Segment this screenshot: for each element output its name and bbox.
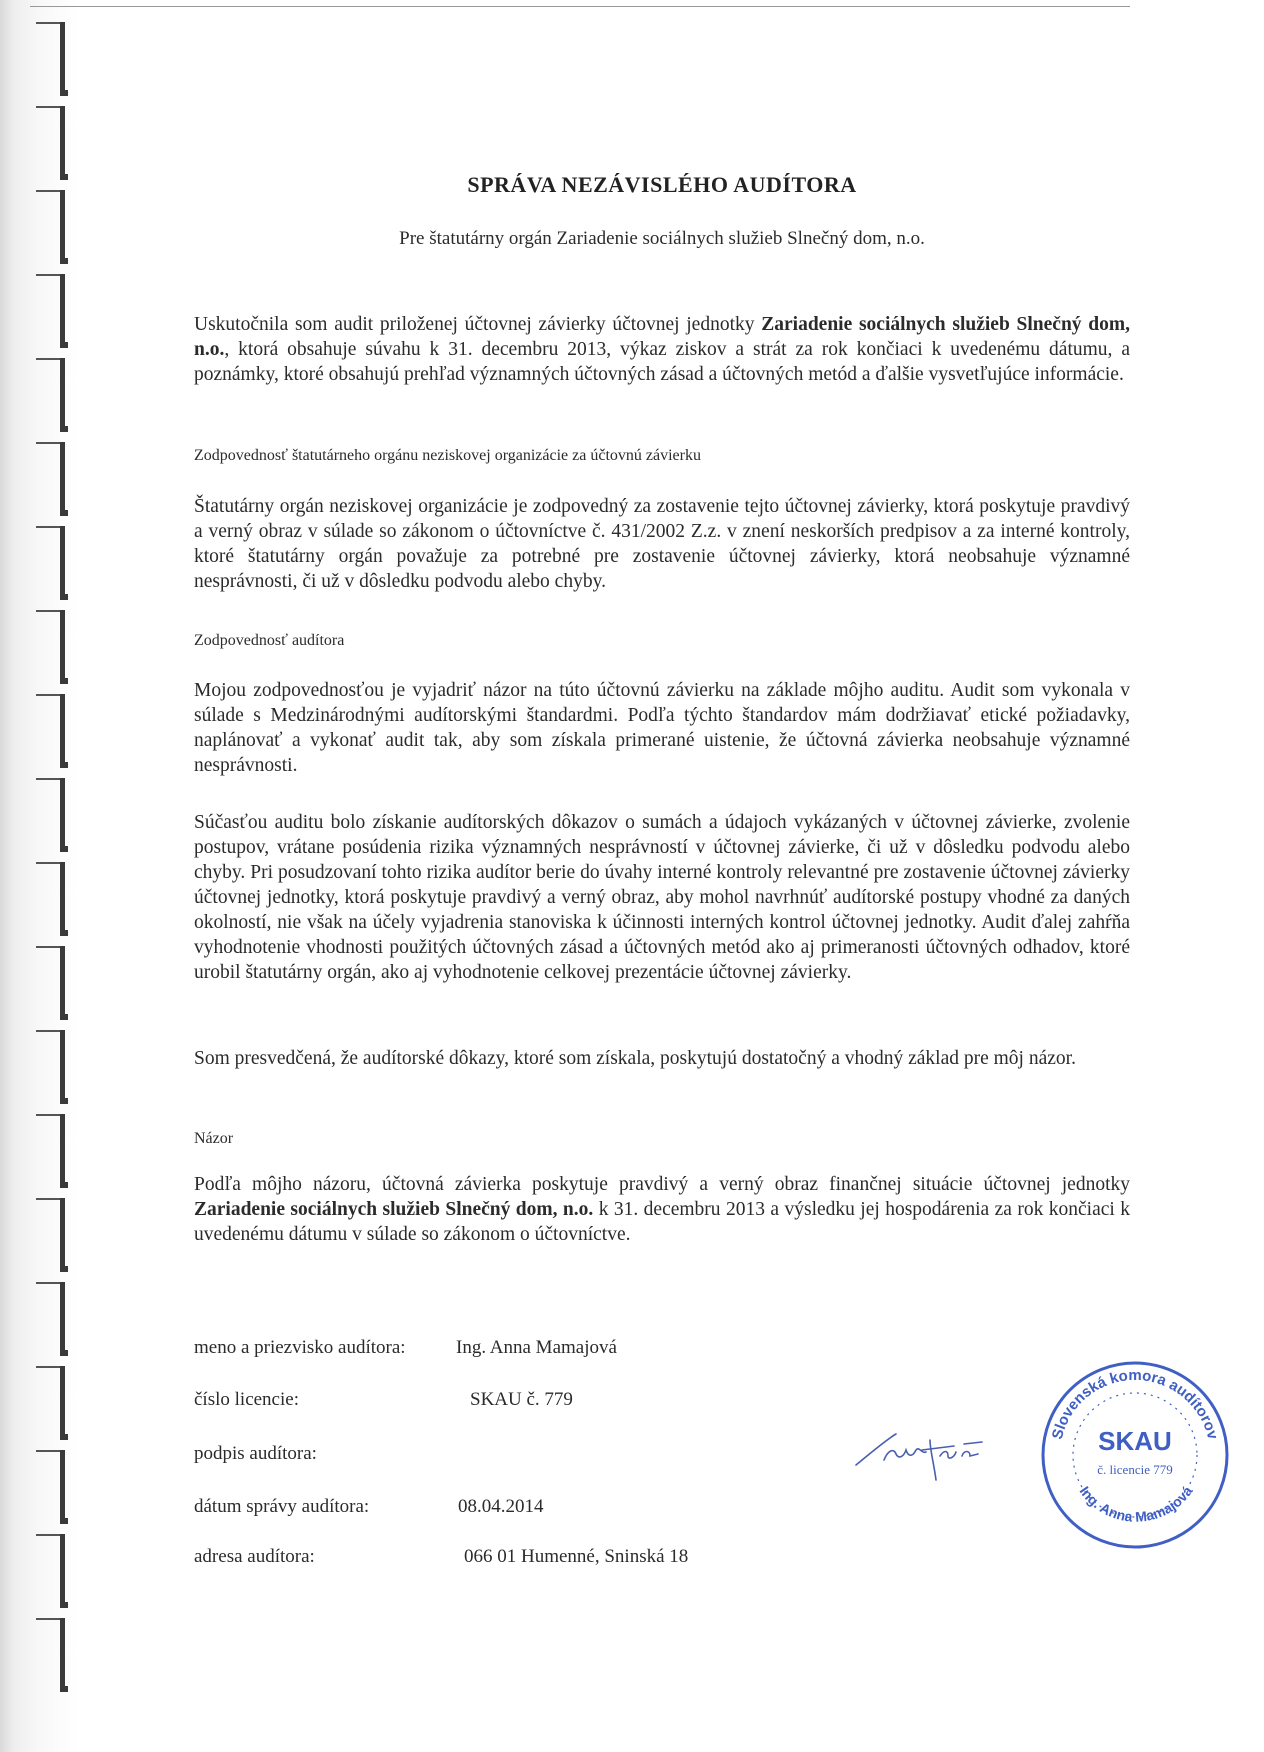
binding-ring: [30, 442, 70, 516]
intro-text-end: , ktorá obsahuje súvahu k 31. decembru 2013, výkaz ziskov a strát za rok končiaci k uvedenému dátumu, a poznámky, ktoré obsahujú prehľad významných účtovných zásad a účtovných metód a ďalšie vysvetľujúce informácie.: [194, 339, 1130, 385]
handwritten-signature: [844, 1420, 1024, 1490]
auditor-responsibility-heading: Zodpovednosť audítora: [194, 632, 345, 649]
binding-ring: [30, 106, 70, 180]
intro-paragraph: [194, 312, 1130, 387]
official-stamp: [1030, 1350, 1240, 1560]
binding-ring: [30, 1618, 70, 1692]
binding-ring: [30, 22, 70, 96]
binding-ring: [30, 1534, 70, 1608]
opinion-heading: Názor: [194, 1130, 234, 1147]
opinion-entity-name: Zariadenie sociálnych služieb Slnečný dom, n.o.: [194, 1199, 594, 1220]
binding-ring: [30, 526, 70, 600]
intro-entity-name: Zariadenie sociálnych služieb Slnečný dom, n.o.: [194, 314, 1130, 360]
binding-ring: [30, 1450, 70, 1524]
binding-ring: [30, 946, 70, 1020]
address-label: adresa audítora:: [194, 1546, 315, 1567]
auditor-name-value: Ing. Anna Mamajová: [456, 1337, 617, 1358]
opinion-paragraph: [194, 1172, 1130, 1247]
license-value: SKAU č. 779: [470, 1389, 573, 1410]
binding-ring: [30, 694, 70, 768]
intro-text-start: Uskutočnila som audit priloženej účtovnej závierky účtovnej jednotky: [194, 314, 762, 335]
stamp-center-license: č. licencie 779: [1097, 1462, 1173, 1477]
signature-stroke: [856, 1434, 982, 1480]
binding-ring: [30, 358, 70, 432]
auditor-responsibility-paragraph-1: Mojou zodpovednosťou je vyjadriť názor na túto účtovnú závierku na základe môjho auditu. Audit som vykonala v súlade s Medzinárodnými audítorskými štandardmi. Podľa týchto štandardov mám dodržiavať etické požiadavky, naplánovať a vykonať audit tak, aby som získala primerané uistenie, že účtovná závierka neobsahuje významné nesprávnosti.: [194, 680, 1130, 776]
binding-ring: [30, 1198, 70, 1272]
binding-ring: [30, 1366, 70, 1440]
scan-edge-line: [30, 6, 1130, 7]
binding-ring: [30, 1114, 70, 1188]
stamp-name-arc: Ing. Anna Mamajová: [1076, 1483, 1196, 1525]
binding-ring: [30, 1030, 70, 1104]
signature-label: podpis audítora:: [194, 1443, 317, 1464]
board-responsibility-heading: Zodpovednosť štatutárneho orgánu neziskovej organizácie za účtovnú závierku: [194, 447, 701, 464]
document-subtitle: Pre štatutárny orgán Zariadenie sociálnych služieb Slnečný dom, n.o.: [399, 228, 925, 249]
opinion-text-start: Podľa môjho názoru, účtovná závierka poskytuje pravdivý a verný obraz finančnej situácie účtovnej jednotky: [194, 1174, 1130, 1195]
binding-ring: [30, 1282, 70, 1356]
stamp-ring-text: Slovenská komora audítorov: [1048, 1366, 1222, 1442]
opinion-text-end: k 31. decembru 2013 a výsledku jej hospodárenia za rok končiaci k uvedenému dátumu v súlade so zákonom o účtovníctve.: [194, 1199, 1130, 1245]
board-responsibility-paragraph: Štatutárny orgán neziskovej organizácie je zodpovedný za zostavenie tejto účtovnej závierky, ktorá poskytuje pravdivý a verný obraz v súlade so zákonom o účtovníctve č. 431/2002 Z.z. v znení neskorších predpisov a za interné kontroly, ktoré štatutárny orgán považuje za potrebné pre zostavenie účtovnej závierky, ktorá neobsahuje významné nesprávnosti, či už v dôsledku podvodu alebo chyby.: [194, 496, 1130, 592]
auditor-responsibility-paragraph-2: Súčasťou auditu bolo získanie audítorských dôkazov o sumách a údajoch vykázaných v účtovnej závierke, zvolenie postupov, vrátane posúdenia rizika významných nesprávností v účtovnej závierke, či už v dôsledku podvodu alebo chyby. Pri posudzovaní tohto rizika audítor berie do úvahy interné kontroly relevantné pre zostavenie účtovnej závierky účtovnej jednotky, ktorá poskytuje pravdivý a verný obraz, aby mohol navrhnúť audítorské postupy vhodné za daných okolností, nie však na účely vyjadrenia stanoviska k účinnosti interných kontrol účtovnej jednotky. Audit ďalej zahŕňa vyhodnotenie vhodnosti použitých účtovných zásad a účtovných metód ako aj primeranosti účtovných odhadov, ktoré urobil štatutárny orgán, ako aj vyhodnotenie celkovej prezentácie účtovnej závierky.: [194, 812, 1130, 983]
auditor-responsibility-paragraph-3: Som presvedčená, že audítorské dôkazy, ktoré som získala, poskytujú dostatočný a vhodný základ pre môj názor.: [194, 1048, 1076, 1069]
binding-ring: [30, 274, 70, 348]
stamp-center-title: SKAU: [1098, 1426, 1172, 1456]
binding-ring: [30, 778, 70, 852]
binding-ring: [30, 610, 70, 684]
auditor-name-label: meno a priezvisko audítora:: [194, 1337, 406, 1358]
date-value: 08.04.2014: [458, 1496, 544, 1517]
address-value: 066 01 Humenné, Sninská 18: [464, 1546, 689, 1567]
binding-ring: [30, 862, 70, 936]
license-label: číslo licencie:: [194, 1389, 299, 1410]
document-title: SPRÁVA NEZÁVISLÉHO AUDÍTORA: [467, 172, 857, 197]
binding-ring: [30, 190, 70, 264]
date-label: dátum správy audítora:: [194, 1496, 370, 1517]
